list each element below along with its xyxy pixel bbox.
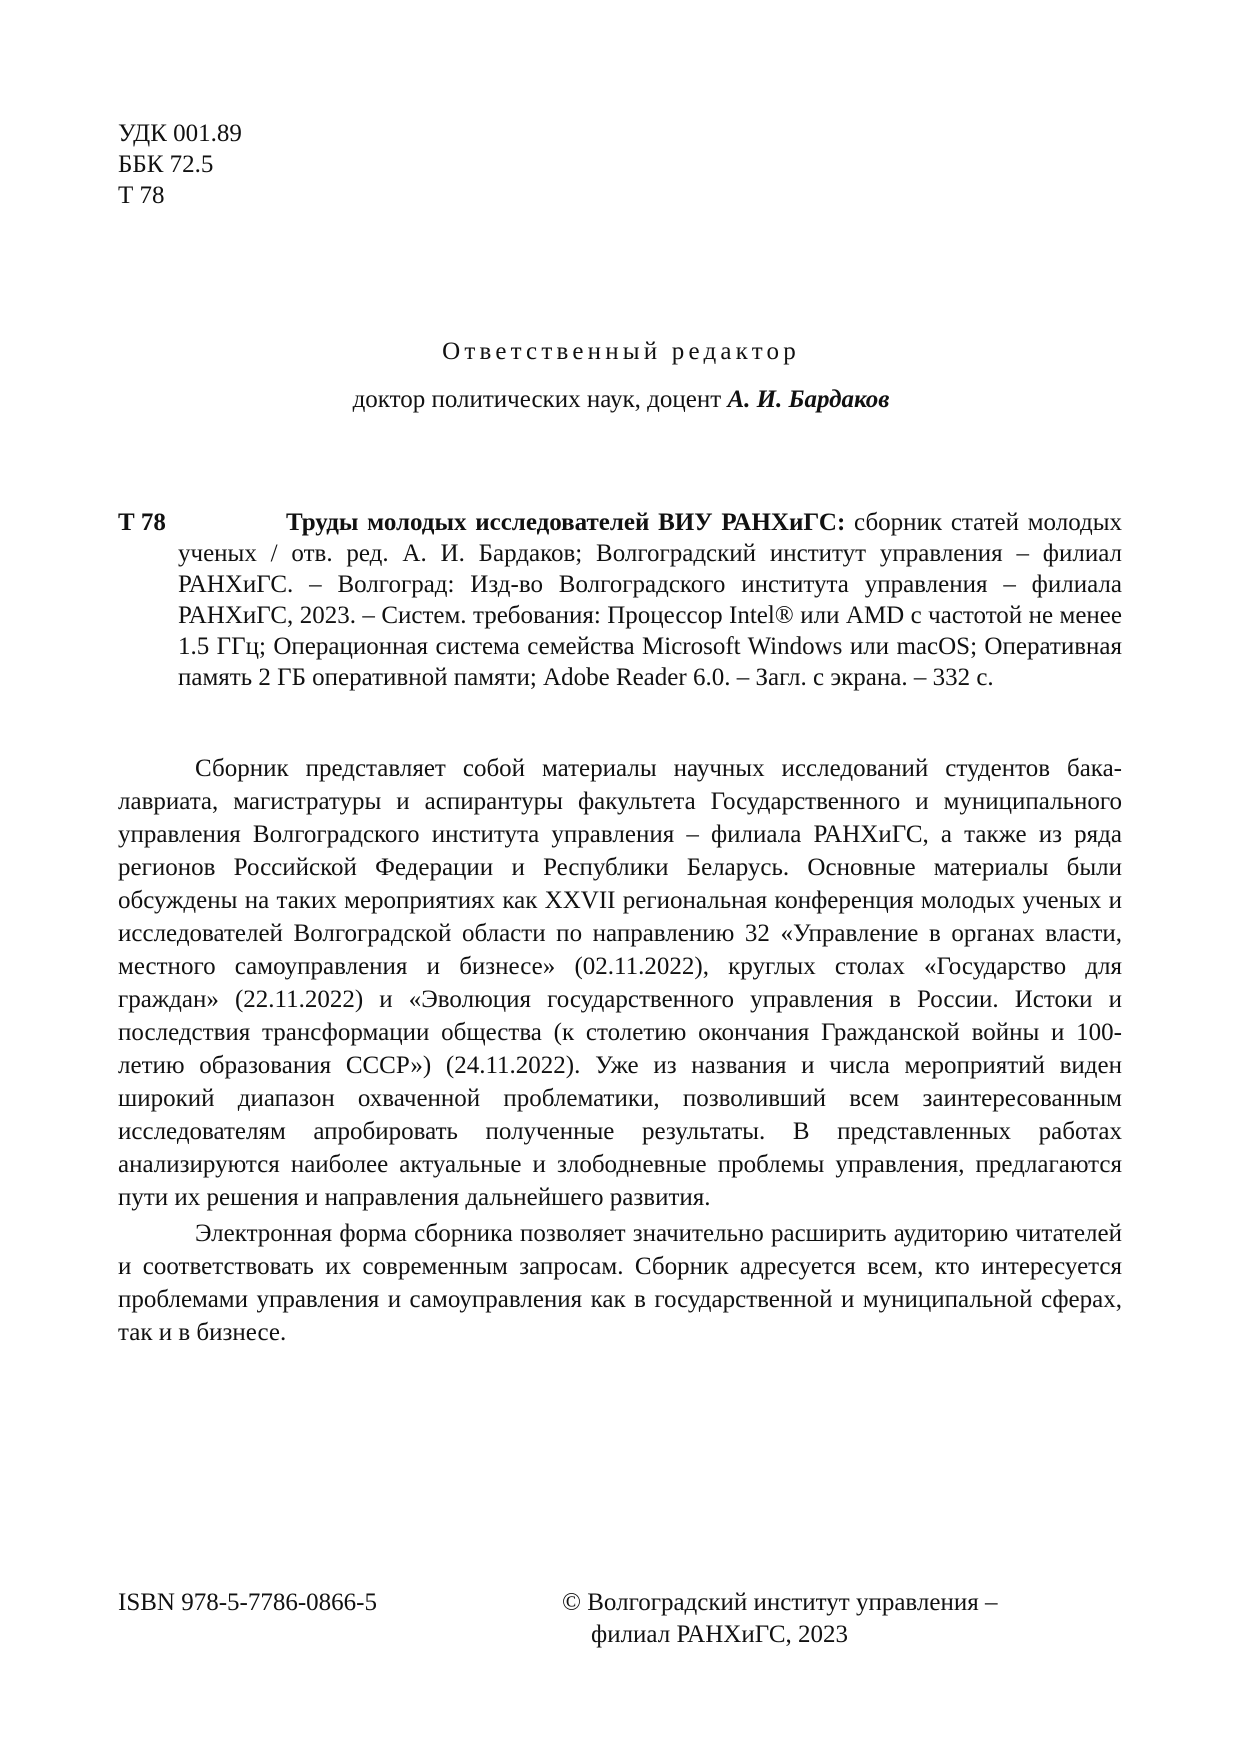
editor-block (0, 336, 1242, 415)
bibliographic-record (118, 507, 1122, 693)
bib-code: Т 78 (118, 509, 166, 536)
editor-line (0, 384, 1242, 415)
bbk-code: ББК 72.5 (118, 151, 214, 178)
abstract-paragraph-1: Сборник представляет собой материалы научных исследований студентов бакалавриата, магистратуры и аспирантуры факультета Государственного и муниципального управления Волгоградского института управления – филиала РАНХиГС, а также из ряда регионов Российской Федерации и Республики Беларусь. Основные материалы были обсуждены на таких мероприятиях как XXVII региональная конференция молодых ученых и исследователей Волгоградской области по направлению 32 «Управление в органах власти, местного самоуправления и бизнесе» (02.11.2022), круглых столах «Государство для граждан» (22.11.2022) и «Эволюция государственного управления в России. Истоки и последствия трансформации общества (к столетию окончания Гражданской войны и 100-летию образования СССР») (24.11.2022). Уже из названия и числа мероприятий виден широкий диапазон охваченной проблематики, позволивший всем заинтересованным исследователям апробировать полученные результаты. В представленных работах анализируются наиболее актуальные и злободневные проблемы управления, предлагаются пути их решения и направления дальнейшего развития. (118, 755, 1122, 1211)
author-mark: Т 78 (118, 182, 165, 209)
copyright (562, 1587, 1082, 1651)
editor-role: Ответственный редактор (442, 338, 800, 365)
abstract-paragraph-2: Электронная форма сборника позволяет значительно расширить аудиторию читателей и соответствовать их современным запросам. Сборник адресуется всем, кто интересуется проблемами управления и самоуправления как в государственной и муниципальной сферах, так и в бизнесе. (118, 1220, 1122, 1346)
bib-details: сборник статей молодых ученых / отв. ред. А. И. Бардаков; Волгоградский институт управления – филиал РАНХиГС. – Волгоград: Изд-во Волгоградского института управления – филиала РАНХиГС, 2023. – Систем. требования: Процессор Intel® или AMD с частотой не менее 1.5 ГГц; Операционная система семейства Microsoft Windows или macOS; Оперативная память 2 ГБ оперативной памяти; Adobe Reader 6.0. – Загл. с экрана. – 332 с. (178, 509, 1122, 691)
udk-code: УДК 001.89 (118, 120, 242, 147)
editor-name: А. И. Бардаков (727, 386, 890, 413)
isbn: ISBN 978-5-7786-0866-5 (118, 1589, 378, 1616)
editor-credentials: доктор политических наук, доцент (352, 386, 728, 413)
classification-codes (118, 118, 242, 211)
abstract (118, 752, 1122, 1352)
bib-description (118, 507, 1122, 693)
copyright-line-2: филиал РАНХиГС, 2023 (591, 1621, 849, 1648)
copyright-line-1: © Волгоградский институт управления – (562, 1589, 998, 1616)
bib-title: Труды молодых исследователей ВИУ РАНХиГС: (286, 509, 846, 536)
